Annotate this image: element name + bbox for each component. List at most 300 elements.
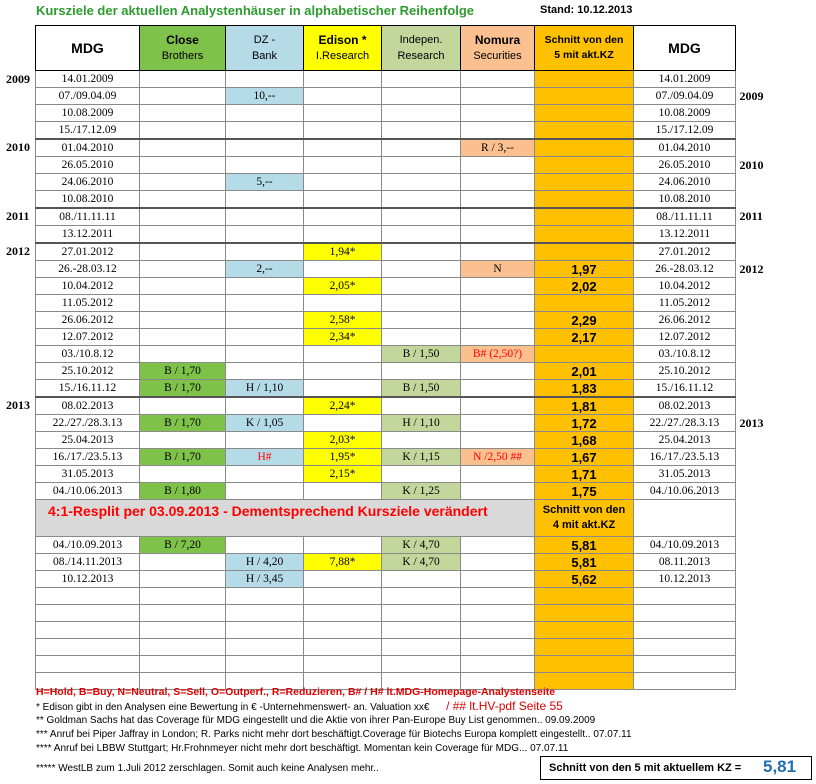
cell-close-brothers [140, 157, 226, 174]
cell-average: 1,97 [535, 261, 634, 278]
cell-average [535, 588, 634, 605]
table-row [36, 363, 736, 380]
cell-edison [304, 174, 382, 191]
cell-date-right: 22./27./28.3.13 [634, 415, 736, 432]
year-label-left: 2011 [6, 209, 30, 223]
cell-independent: B / 1,50 [382, 380, 461, 398]
cell-edison [304, 483, 382, 500]
cell-date: 15./17.12.09 [36, 122, 140, 140]
cell-average: 1,67 [535, 449, 634, 466]
cell-edison [304, 346, 382, 363]
cell-dz-bank [226, 537, 304, 554]
cell-nomura [461, 622, 535, 639]
cell-dz-bank [226, 243, 304, 261]
cell-edison [304, 363, 382, 380]
cell-edison [304, 191, 382, 209]
cell-dz-bank [226, 483, 304, 500]
cell-close-brothers: B / 1,80 [140, 483, 226, 500]
cell-average: 1,81 [535, 397, 634, 415]
cell-dz-bank [226, 191, 304, 209]
cell-independent [382, 105, 461, 122]
average-4-label: Schnitt von den 4 mit akt.KZ [535, 500, 634, 537]
cell-date: 15./16.11.12 [36, 380, 140, 398]
cell-edison [304, 105, 382, 122]
final-average-label: Schnitt von den 5 mit aktuellem KZ = [549, 762, 742, 774]
cell-date-right [634, 500, 736, 537]
header-nomura: Nomura Securities [461, 26, 535, 71]
cell-nomura [461, 122, 535, 140]
cell-close-brothers [140, 622, 226, 639]
table-row [36, 588, 736, 605]
cell-dz-bank: 2,-- [226, 261, 304, 278]
cell-date-right [634, 673, 736, 690]
cell-date-right: 10.08.2009 [634, 105, 736, 122]
table-row [36, 554, 736, 571]
cell-independent: H / 1,10 [382, 415, 461, 432]
cell-date-right [634, 656, 736, 673]
cell-dz-bank [226, 432, 304, 449]
cell-nomura [461, 191, 535, 209]
cell-dz-bank: H / 3,45 [226, 571, 304, 588]
cell-close-brothers [140, 208, 226, 226]
header-close-brothers: Close Brothers [140, 26, 226, 71]
cell-average [535, 639, 634, 656]
resplit-banner: 4:1-Resplit per 03.09.2013 - Dementsprechend Kursziele verändert [36, 500, 535, 537]
cell-date: 24.06.2010 [36, 174, 140, 191]
cell-dz-bank: 10,-- [226, 88, 304, 105]
cell-date-right: 13.12.2011 [634, 226, 736, 244]
cell-edison [304, 415, 382, 432]
table-row [36, 105, 736, 122]
table-row [36, 191, 736, 209]
cell-date-right [634, 588, 736, 605]
cell-nomura [461, 243, 535, 261]
cell-date [36, 622, 140, 639]
cell-average: 2,02 [535, 278, 634, 295]
cell-date: 10.12.2013 [36, 571, 140, 588]
cell-date: 31.05.2013 [36, 466, 140, 483]
cell-date: 25.04.2013 [36, 432, 140, 449]
cell-date-right: 08.02.2013 [634, 397, 736, 415]
cell-average [535, 622, 634, 639]
cell-date: 10.04.2012 [36, 278, 140, 295]
cell-independent: K / 1,25 [382, 483, 461, 500]
cell-nomura [461, 415, 535, 432]
cell-dz-bank [226, 71, 304, 88]
cell-date-right: 10.04.2012 [634, 278, 736, 295]
cell-average: 1,75 [535, 483, 634, 500]
cell-date: 16./17./23.5.13 [36, 449, 140, 466]
cell-independent [382, 397, 461, 415]
cell-date-right: 08./11.11.11 [634, 208, 736, 226]
cell-close-brothers [140, 71, 226, 88]
cell-independent: B / 1,50 [382, 346, 461, 363]
cell-nomura [461, 88, 535, 105]
cell-independent: K / 1,15 [382, 449, 461, 466]
cell-average: 2,17 [535, 329, 634, 346]
cell-date-right: 12.07.2012 [634, 329, 736, 346]
table-row [36, 397, 736, 415]
cell-dz-bank [226, 656, 304, 673]
cell-date-right: 04./10.06.2013 [634, 483, 736, 500]
table-row [36, 139, 736, 157]
cell-edison [304, 656, 382, 673]
cell-dz-bank [226, 329, 304, 346]
cell-date: 08./14.11.2013 [36, 554, 140, 571]
cell-nomura [461, 537, 535, 554]
cell-edison [304, 588, 382, 605]
cell-dz-bank [226, 295, 304, 312]
table-row [36, 226, 736, 244]
cell-average [535, 157, 634, 174]
cell-dz-bank [226, 122, 304, 140]
cell-nomura [461, 380, 535, 398]
cell-average: 1,72 [535, 415, 634, 432]
cell-independent [382, 122, 461, 140]
cell-close-brothers [140, 605, 226, 622]
cell-dz-bank [226, 208, 304, 226]
cell-close-brothers: B / 1,70 [140, 449, 226, 466]
cell-date [36, 588, 140, 605]
table-row [36, 157, 736, 174]
cell-nomura [461, 363, 535, 380]
cell-edison [304, 208, 382, 226]
cell-date: 12.07.2012 [36, 329, 140, 346]
cell-close-brothers: B / 1,70 [140, 415, 226, 432]
cell-average: 5,62 [535, 571, 634, 588]
note-lbbw: **** Anruf bei LBBW Stuttgart; Hr.Frohnmeyer nicht mehr dort beschäftigt. Momentan kein Coverage für MDG... 07.07.11 [36, 743, 569, 754]
cell-close-brothers [140, 139, 226, 157]
cell-date: 26.05.2010 [36, 157, 140, 174]
cell-nomura [461, 278, 535, 295]
cell-edison [304, 639, 382, 656]
cell-dz-bank [226, 312, 304, 329]
note-edison: * Edison gibt in den Analysen eine Bewertung in € -Unternehmenswert- an. Valuation xx€ / ## lt.HV-pdf Seite 55 [36, 699, 563, 713]
cell-edison [304, 226, 382, 244]
cell-date-right: 14.01.2009 [634, 71, 736, 88]
cell-close-brothers [140, 88, 226, 105]
cell-edison: 2,05* [304, 278, 382, 295]
cell-edison [304, 295, 382, 312]
cell-date-right [634, 639, 736, 656]
table-row [36, 71, 736, 88]
cell-dz-bank [226, 105, 304, 122]
cell-average [535, 191, 634, 209]
final-average-box [540, 756, 812, 780]
cell-independent [382, 588, 461, 605]
note-westlb: ***** WestLB zum 1.Juli 2012 zerschlagen. Somit auch keine Analysen mehr.. [36, 763, 379, 774]
cell-nomura: N [461, 261, 535, 278]
table-row [36, 605, 736, 622]
table-row [36, 466, 736, 483]
cell-close-brothers [140, 295, 226, 312]
table-row [36, 88, 736, 105]
cell-average [535, 208, 634, 226]
cell-edison: 2,24* [304, 397, 382, 415]
cell-dz-bank [226, 605, 304, 622]
header-independent-research: Indepen. Research [382, 26, 461, 71]
cell-edison: 2,15* [304, 466, 382, 483]
cell-close-brothers [140, 397, 226, 415]
cell-close-brothers [140, 329, 226, 346]
cell-close-brothers [140, 174, 226, 191]
legend-text: H=Hold, B=Buy, N=Neutral, S=Sell, O=Outperf., R=Reduzieren, B# / H# lt.MDG-Homepage-Analystenseite [36, 686, 556, 698]
cell-date: 08./11.11.11 [36, 208, 140, 226]
table-row [36, 122, 736, 140]
cell-independent [382, 639, 461, 656]
cell-date: 22./27./28.3.13 [36, 415, 140, 432]
cell-nomura: N /2,50 ## [461, 449, 535, 466]
table-row [36, 639, 736, 656]
cell-date: 26.-28.03.12 [36, 261, 140, 278]
cell-nomura [461, 397, 535, 415]
cell-date: 11.05.2012 [36, 295, 140, 312]
cell-close-brothers [140, 656, 226, 673]
price-target-table [35, 25, 736, 690]
cell-dz-bank [226, 466, 304, 483]
cell-close-brothers [140, 554, 226, 571]
cell-date-right [634, 622, 736, 639]
year-label-right: 2010 [739, 157, 764, 172]
table-row [36, 537, 736, 554]
cell-average: 1,71 [535, 466, 634, 483]
cell-average: 2,29 [535, 312, 634, 329]
cell-dz-bank [226, 639, 304, 656]
cell-date: 10.08.2009 [36, 105, 140, 122]
cell-independent [382, 226, 461, 244]
cell-dz-bank [226, 588, 304, 605]
cell-independent [382, 363, 461, 380]
cell-dz-bank [226, 278, 304, 295]
cell-nomura [461, 466, 535, 483]
cell-nomura [461, 605, 535, 622]
cell-independent [382, 622, 461, 639]
cell-edison [304, 537, 382, 554]
note-piper: *** Anruf bei Piper Jaffray in London; R. Parks nicht mehr dort beschäftigt.Coverage für Biotechs Europa komplett eingestellt.. 07.07.11 [36, 729, 632, 740]
cell-date-right: 04./10.09.2013 [634, 537, 736, 554]
cell-average [535, 122, 634, 140]
cell-independent [382, 656, 461, 673]
year-label-left: 2012 [6, 244, 30, 258]
cell-close-brothers [140, 191, 226, 209]
cell-edison [304, 261, 382, 278]
cell-nomura [461, 226, 535, 244]
table-row [36, 208, 736, 226]
cell-average [535, 71, 634, 88]
cell-average: 1,68 [535, 432, 634, 449]
cell-date-right: 25.04.2013 [634, 432, 736, 449]
cell-dz-bank [226, 139, 304, 157]
cell-date: 25.10.2012 [36, 363, 140, 380]
page-title: Kursziele der aktuellen Analystenhäuser in alphabetischer Reihenfolge [36, 3, 475, 18]
cell-date-right [634, 605, 736, 622]
cell-date-right: 16./17./23.5.13 [634, 449, 736, 466]
cell-close-brothers [140, 261, 226, 278]
cell-close-brothers: B / 1,70 [140, 380, 226, 398]
cell-average: 1,83 [535, 380, 634, 398]
cell-average [535, 105, 634, 122]
table-row [36, 571, 736, 588]
cell-average [535, 174, 634, 191]
table-row [36, 295, 736, 312]
cell-nomura [461, 174, 535, 191]
cell-nomura [461, 71, 535, 88]
cell-date-right: 10.12.2013 [634, 571, 736, 588]
cell-average [535, 346, 634, 363]
table-row [36, 174, 736, 191]
cell-date-right: 15./16.11.12 [634, 380, 736, 398]
cell-close-brothers [140, 278, 226, 295]
cell-nomura [461, 208, 535, 226]
cell-date-right: 31.05.2013 [634, 466, 736, 483]
cell-average: 5,81 [535, 537, 634, 554]
cell-edison: 2,03* [304, 432, 382, 449]
cell-edison: 2,58* [304, 312, 382, 329]
cell-edison [304, 122, 382, 140]
cell-nomura: B# (2,50?) [461, 346, 535, 363]
cell-independent [382, 466, 461, 483]
cell-close-brothers: B / 7,20 [140, 537, 226, 554]
cell-edison [304, 88, 382, 105]
cell-independent [382, 329, 461, 346]
cell-average [535, 605, 634, 622]
cell-nomura [461, 483, 535, 500]
table-row [36, 261, 736, 278]
cell-close-brothers [140, 312, 226, 329]
table-row [36, 278, 736, 295]
cell-date-right: 26.06.2012 [634, 312, 736, 329]
table-row [36, 346, 736, 363]
year-label-right: 2009 [739, 88, 764, 103]
final-average-value: 5,81 [763, 757, 797, 776]
cell-close-brothers [140, 226, 226, 244]
cell-close-brothers [140, 588, 226, 605]
header-average: Schnitt von den 5 mit akt.KZ [535, 26, 634, 71]
year-label-left: 2013 [6, 398, 30, 412]
cell-independent [382, 88, 461, 105]
note-goldman: ** Goldman Sachs hat das Coverage für MDG eingestellt und die Aktie von ihrer Pan-Europe Buy List genommen.. 09.09.2009 [36, 715, 596, 726]
cell-edison: 7,88* [304, 554, 382, 571]
cell-date: 10.08.2010 [36, 191, 140, 209]
cell-date: 01.04.2010 [36, 139, 140, 157]
cell-edison: 1,95* [304, 449, 382, 466]
cell-date: 07./09.04.09 [36, 88, 140, 105]
cell-edison: 1,94* [304, 243, 382, 261]
cell-date: 13.12.2011 [36, 226, 140, 244]
cell-date-right: 25.10.2012 [634, 363, 736, 380]
cell-independent [382, 278, 461, 295]
table-row [36, 449, 736, 466]
cell-dz-bank: K / 1,05 [226, 415, 304, 432]
year-label-right: 2011 [739, 209, 763, 223]
cell-date-right: 27.01.2012 [634, 243, 736, 261]
cell-date: 04./10.09.2013 [36, 537, 140, 554]
cell-date: 26.06.2012 [36, 312, 140, 329]
cell-nomura [461, 639, 535, 656]
cell-date-right: 26.05.2010 [634, 157, 736, 174]
cell-independent [382, 71, 461, 88]
table-row [36, 483, 736, 500]
cell-dz-bank [226, 157, 304, 174]
cell-independent [382, 261, 461, 278]
cell-average: 2,01 [535, 363, 634, 380]
cell-date: 04./10.06.2013 [36, 483, 140, 500]
cell-date-right: 01.04.2010 [634, 139, 736, 157]
cell-date: 27.01.2012 [36, 243, 140, 261]
cell-average [535, 226, 634, 244]
header-dz-bank: DZ - Bank [226, 26, 304, 71]
cell-independent: K / 4,70 [382, 554, 461, 571]
cell-nomura [461, 571, 535, 588]
cell-date-right: 03./10.8.12 [634, 346, 736, 363]
cell-close-brothers [140, 432, 226, 449]
cell-nomura [461, 656, 535, 673]
cell-close-brothers [140, 346, 226, 363]
cell-dz-bank [226, 346, 304, 363]
cell-date-right: 26.-28.03.12 [634, 261, 736, 278]
table-row [36, 312, 736, 329]
cell-independent [382, 208, 461, 226]
cell-date-right: 08.11.2013 [634, 554, 736, 571]
cell-close-brothers: B / 1,70 [140, 363, 226, 380]
cell-nomura [461, 588, 535, 605]
cell-nomura [461, 105, 535, 122]
cell-independent [382, 312, 461, 329]
cell-nomura: R / 3,-- [461, 139, 535, 157]
cell-edison [304, 571, 382, 588]
table-row [36, 243, 736, 261]
cell-edison [304, 380, 382, 398]
cell-close-brothers [140, 639, 226, 656]
cell-date-right: 10.08.2010 [634, 191, 736, 209]
year-label-right: 2013 [739, 415, 764, 430]
cell-date: 14.01.2009 [36, 71, 140, 88]
header-row [36, 26, 736, 71]
table-row [36, 380, 736, 398]
cell-nomura [461, 312, 535, 329]
cell-date-right: 11.05.2012 [634, 295, 736, 312]
cell-date [36, 605, 140, 622]
cell-edison [304, 622, 382, 639]
header-edison: Edison * I.Research [304, 26, 382, 71]
table-row [36, 415, 736, 432]
header-mdg-right: MDG [634, 26, 736, 71]
table-row [36, 622, 736, 639]
cell-close-brothers [140, 243, 226, 261]
cell-close-brothers [140, 122, 226, 140]
cell-dz-bank [226, 622, 304, 639]
date-stamp: Stand: 10.12.2013 [540, 4, 633, 16]
cell-independent [382, 295, 461, 312]
cell-date-right: 24.06.2010 [634, 174, 736, 191]
cell-nomura [461, 554, 535, 571]
cell-edison [304, 605, 382, 622]
year-label-left: 2009 [6, 71, 30, 86]
cell-date: 03./10.8.12 [36, 346, 140, 363]
cell-nomura [461, 157, 535, 174]
year-label-right: 2012 [739, 261, 764, 276]
cell-close-brothers [140, 466, 226, 483]
year-label-left: 2010 [6, 140, 30, 154]
cell-independent [382, 157, 461, 174]
cell-dz-bank [226, 226, 304, 244]
table-row [36, 432, 736, 449]
cell-independent [382, 191, 461, 209]
cell-independent [382, 243, 461, 261]
cell-close-brothers [140, 571, 226, 588]
cell-edison: 2,34* [304, 329, 382, 346]
cell-independent: K / 4,70 [382, 537, 461, 554]
